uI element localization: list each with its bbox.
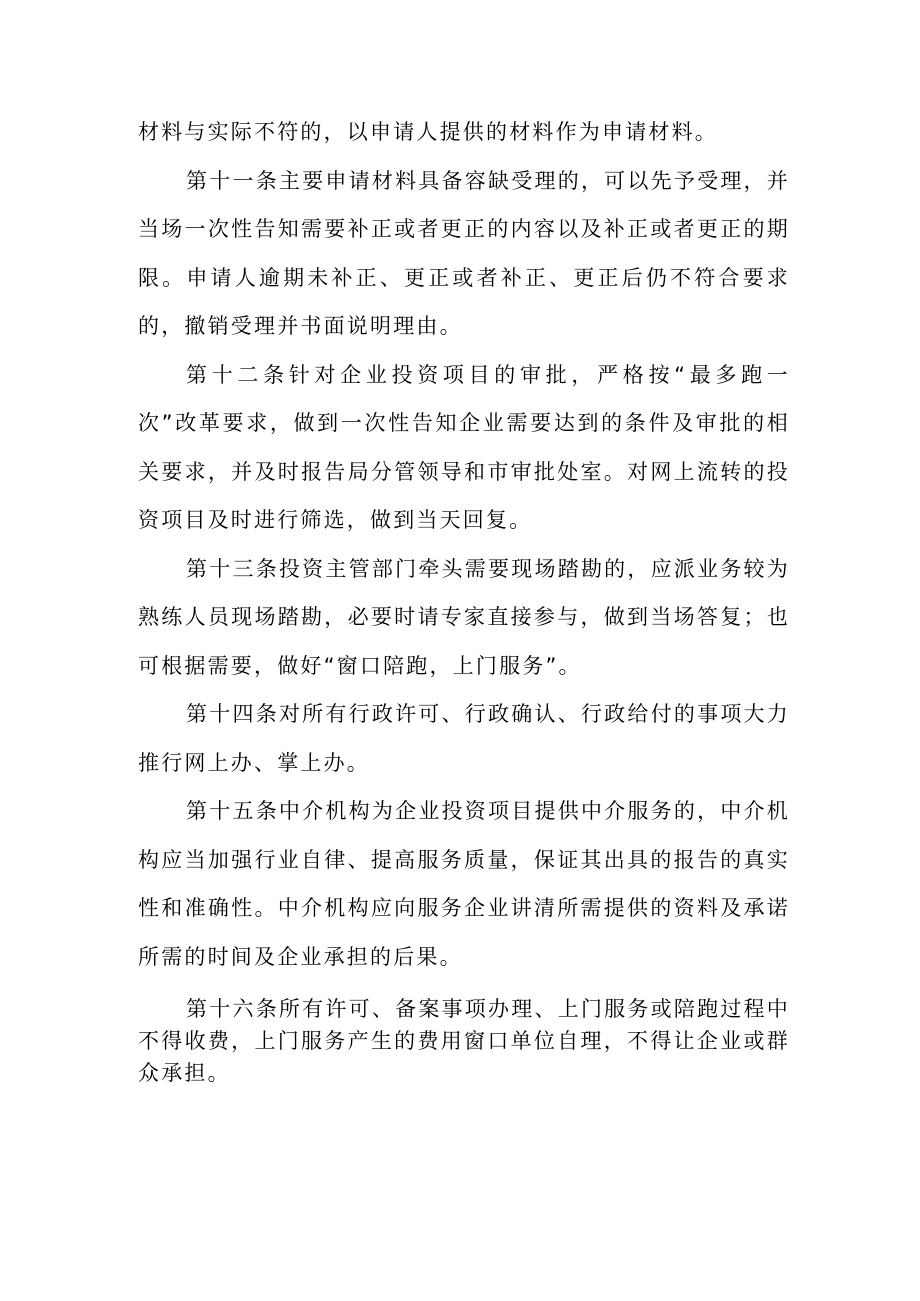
paragraph-article-15: 第十五条中介机构为企业投资项目提供中介服务的，中介机构应当加强行业自律、提高服务质量，保证其出具的报告的真实性和准确性。中介机构应向服务企业讲清所需提供的资料及承诺所需的时间及企业承担的后果。: [138, 799, 790, 969]
paragraph-article-14: 第十四条对所有行政许可、行政确认、行政给付的事项大力推行网上办、掌上办。: [138, 702, 790, 775]
paragraph-article-11: 第十一条主要申请材料具备容缺受理的，可以先予受理，并当场一次性告知需要补正或者更正的内容以及补正或者更正的期限。申请人逾期未补正、更正或者补正、更正后仍不符合要求的，撤销受理并书面说明理由。: [138, 168, 790, 338]
paragraph-continuation: 材料与实际不符的，以申请人提供的材料作为申请材料。: [138, 120, 718, 144]
paragraph-article-13: 第十三条投资主管部门牵头需要现场踏勘的，应派业务较为熟练人员现场踏勘，必要时请专家直接参与，做到当场答复；也可根据需要，做好“窗口陪跑，上门服务”。: [138, 556, 790, 678]
paragraph-article-16: 第十六条所有许可、备案事项办理、上门服务或陪跑过程中不得收费，上门服务产生的费用窗口单位自理，不得让企业或群众承担。: [138, 997, 790, 1085]
paragraph-article-12: 第十二条针对企业投资项目的审批，严格按“最多跑一次”改革要求，做到一次性告知企业需要达到的条件及审批的相关要求，并及时报告局分管领导和市审批处室。对网上流转的投资项目及时进行筛选，做到当天回复。: [138, 362, 790, 532]
document-body: [138, 108, 790, 1089]
